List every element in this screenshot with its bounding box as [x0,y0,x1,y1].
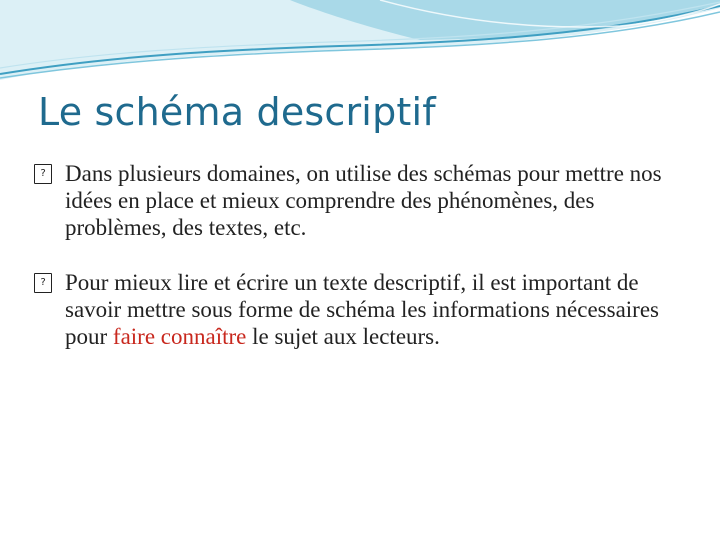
bullet-text [65,270,659,349]
slide-title: Le schéma descriptif [38,90,436,134]
highlighted-phrase: faire connaître [112,324,247,349]
header-wave-decoration [0,0,720,90]
bullet-item [34,269,684,350]
missing-glyph-bullet-icon: ? [34,273,52,293]
bullet-text: Dans plusieurs domaines, on utilise des schémas pour mettre nos idées en place et mieux comprendre des phénomènes, des problèmes, des textes, etc. [65,161,662,240]
bullet-text-part: le sujet aux lecteurs. [246,324,440,349]
bullet-list [34,160,684,350]
bullet-text-part: Pour mieux lire et écrire un texte descriptif, il est important de savoir mettre sous forme de schéma les informations nécessaires pour [65,270,659,349]
missing-glyph-bullet-icon: ? [34,164,52,184]
bullet-item [34,160,684,241]
